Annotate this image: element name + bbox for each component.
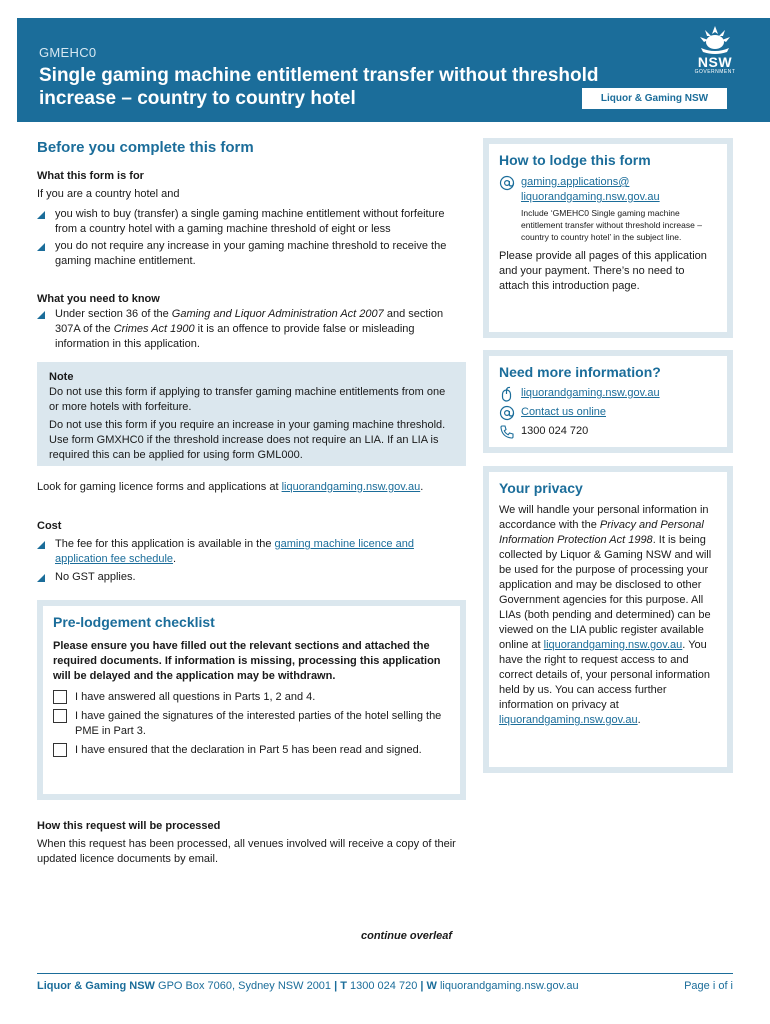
need-to-know-heading: What you need to know: [37, 293, 160, 305]
contact-website: [499, 386, 717, 401]
how-to-lodge-box: [483, 138, 733, 338]
at-sign-icon: [499, 405, 515, 421]
need-more-info-box: [483, 350, 733, 453]
checklist-item: I have answered all questions in Parts 1, 2 and 4.: [53, 690, 450, 705]
before-heading: Before you complete this form: [37, 139, 254, 156]
triangle-bullet-icon: [37, 541, 45, 549]
cost-bullet: The fee for this application is available in the gaming machine licence and application fee schedule.: [37, 537, 467, 567]
note-box: [37, 362, 466, 466]
look-for-text: Look for gaming licence forms and applications at liquorandgaming.nsw.gov.au.: [37, 481, 424, 493]
lodge-email: [499, 175, 717, 205]
what-for-lead: If you are a country hotel and: [37, 188, 180, 200]
logo-nsw-text: NSW: [697, 54, 733, 70]
nsw-government-logo: [686, 24, 744, 75]
note-line: Do not use this form if applying to transfer gaming machine entitlements from one or more hotels with forfeiture.: [49, 386, 446, 413]
fee-schedule-link[interactable]: gaming machine licence and application fee schedule: [55, 538, 414, 565]
act-title: Gaming and Liquor Administration Act 2007: [171, 308, 384, 320]
what-for-bullet: you do not require any increase in your gaming machine threshold to receive the gaming machine entitlement.: [37, 239, 467, 269]
checkbox[interactable]: [53, 709, 67, 723]
form-code: GMEHC0: [39, 45, 97, 60]
footer-divider: [37, 973, 733, 974]
privacy-text: We will handle your personal information in accordance with the Privacy and Personal Information Protection Act 1998. It is being collected by Liquor & Gaming NSW and will be used for the purpose of processing your application and may be disclosed to other Government agencies for this purpose. All LIAs (both pending and determined) can be viewed on the LIA public register available online at liquorandgaming.nsw.gov.au. You have the right to request access to and correct details of, your personal information held by us. You can access further information on privacy at liquorandgaming.nsw.gov.au.: [499, 504, 712, 726]
contact-us-link[interactable]: Contact us online: [521, 406, 606, 418]
cost-heading: Cost: [37, 520, 62, 532]
phone-icon: [499, 424, 515, 440]
privacy-box: [483, 466, 733, 773]
page-title: Single gaming machine entitlement transfer without threshold increase – country to country hotel: [39, 65, 599, 109]
mouse-icon: [499, 386, 515, 402]
what-for-bullet: you wish to buy (transfer) a single gaming machine entitlement without forfeiture from a country hotel with a gaming machine threshold of eight or less: [37, 207, 467, 237]
footer-w-label: W: [423, 980, 440, 992]
brand-tab: Liquor & Gaming NSW: [582, 88, 727, 109]
footer-web[interactable]: liquorandgaming.nsw.gov.au: [439, 980, 579, 992]
note-heading: Note: [49, 371, 74, 383]
lia-register-link[interactable]: liquorandgaming.nsw.gov.au: [543, 639, 683, 651]
processing-section: [37, 820, 467, 867]
checklist-heading: Pre-lodgement checklist: [53, 614, 215, 630]
checklist-item: I have ensured that the declaration in Part 5 has been read and signed.: [53, 743, 450, 758]
processing-text: When this request has been processed, all venues involved will receive a copy of their updated licence documents by email.: [37, 838, 456, 865]
what-for-heading: What this form is for: [37, 170, 144, 182]
note-line: Do not use this form if you require an increase in your gaming machine threshold. Use form GMXHC0 if the threshold increase does not require an LIA. If an LIA is required this can be applied for using form GML000.: [49, 419, 446, 461]
checklist-intro: Please ensure you have filled out the relevant sections and attached the required documents. If information is missing, processing this application will be delayed and the application may be withdrawn.: [53, 640, 441, 682]
checkbox[interactable]: [53, 743, 67, 757]
logo-government-text: GOVERNMENT: [694, 69, 736, 75]
need-to-know-section: [37, 293, 467, 352]
footer-org: Liquor & Gaming NSW: [37, 980, 155, 992]
cost-bullet: No GST applies.: [37, 570, 467, 585]
contact-online: [499, 405, 717, 420]
header-banner: [17, 18, 770, 122]
privacy-link[interactable]: liquorandgaming.nsw.gov.au: [499, 714, 638, 726]
phone-number: 1300 024 720: [521, 425, 589, 437]
footer-separator: |: [334, 980, 338, 992]
more-info-heading: Need more information?: [499, 364, 661, 380]
footer: [37, 980, 733, 992]
privacy-heading: Your privacy: [499, 480, 583, 496]
website-link[interactable]: liquorandgaming.nsw.gov.au: [281, 481, 421, 493]
triangle-bullet-icon: [37, 574, 45, 582]
act-title: Crimes Act 1900: [113, 323, 195, 335]
checklist-item: I have gained the signatures of the interested parties of the hotel selling the PME in Part 3.: [53, 709, 450, 739]
footer-separator: |: [420, 980, 424, 992]
lodge-heading: How to lodge this form: [499, 152, 651, 168]
triangle-bullet-icon: [37, 311, 45, 319]
footer-address: GPO Box 7060, Sydney NSW 2001: [154, 980, 335, 992]
contact-phone: [499, 424, 717, 439]
lodge-email-link[interactable]: gaming.applications@ liquorandgaming.nsw.gov.au: [521, 176, 660, 203]
pre-lodgement-checklist: [37, 600, 466, 800]
cost-section: [37, 520, 467, 585]
at-sign-icon: [499, 175, 515, 191]
continue-overleaf: continue overleaf: [361, 930, 453, 942]
need-to-know-bullet: Under section 36 of the Gaming and Liquor Administration Act 2007 and section 307A of the Crimes Act 1900 it is an offence to provide false or misleading information in this application.: [37, 307, 467, 352]
act-title: Privacy and Personal Information Protection Act 1998: [499, 519, 704, 546]
waratah-icon: [695, 24, 735, 54]
what-for-section: [37, 170, 467, 269]
footer-phone: 1300 024 720: [350, 980, 421, 992]
triangle-bullet-icon: [37, 243, 45, 251]
footer-t-label: T: [337, 980, 351, 992]
lodge-email-note: Include ‘GMEHC0 Single gaming machine entitlement transfer without threshold increase – country to country hotel’ in the subject line.: [521, 208, 702, 242]
page-number: Page i of i: [684, 980, 733, 992]
website-link[interactable]: liquorandgaming.nsw.gov.au: [521, 387, 660, 399]
lodge-pages-note: Please provide all pages of this application and your payment. There’s no need to attach this introduction page.: [499, 250, 707, 292]
checkbox[interactable]: [53, 690, 67, 704]
triangle-bullet-icon: [37, 211, 45, 219]
processing-heading: How this request will be processed: [37, 820, 221, 832]
